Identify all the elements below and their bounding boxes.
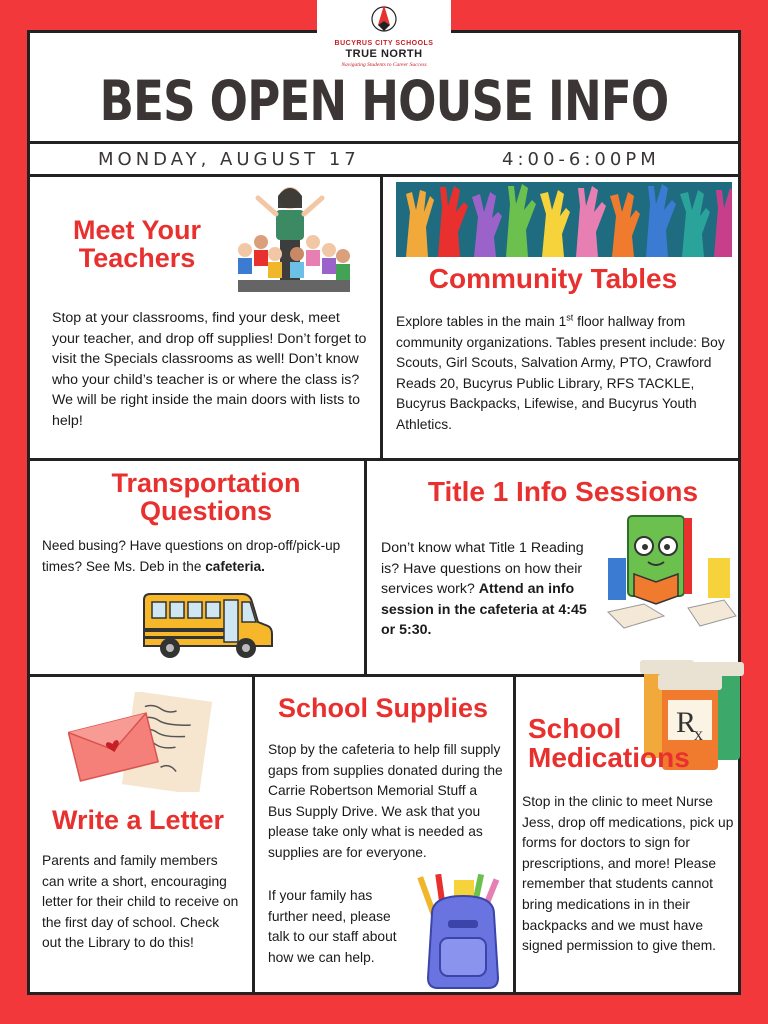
community-body-superscript: st [566,312,574,323]
community-body [396,312,736,436]
page-title: BES OPEN HOUSE INFO [99,69,669,133]
district-name: BUCYRUS CITY SCHOOLS [334,40,434,47]
transportation-body-text: Need busing? Have questions on drop-off/pick-up times? See Ms. Deb in the [42,538,341,574]
svg-text:R: R [676,706,697,739]
divider [380,174,383,460]
community-body-part2: floor hallway from community organizations. Tables present include: Boy Scouts, Girl Scouts, Salvation Army, PTO, Crawford Reads 20, Bucyrus Public Library, RFS TACKLE, Bucyrus Backpacks, Lifewise, and Bucyrus Youth Athletics. [396,314,725,432]
logo-tagline: Navigating Students to Career Success [341,62,427,68]
teachers-body: Stop at your classrooms, find your desk, meet your teacher, and drop off supplies! Don’t forget to visit the Specials classrooms as well! Don’t know who your child’s teacher is or where the class is? We will be right inside the main doors with lists to help! [52,310,367,429]
medications-heading-line2: Medications [528,742,690,774]
title1-body-text: Don’t know what Title 1 Reading is? Have questions on how their services work? [381,540,584,598]
logo [317,0,451,72]
teachers-heading [52,216,222,273]
compass-icon [368,3,400,35]
title1-heading: Title 1 Info Sessions [427,476,699,507]
date-row [30,147,738,173]
divider [252,674,255,995]
medications-heading-line1: School [528,713,622,744]
title1-body-bold: Attend an info session in the cafeteria at 4:45 or 5:30. [381,581,587,639]
transportation-body-bold: cafeteria. [205,558,265,574]
school-bus-icon [138,592,274,662]
letter-envelope-icon [68,692,212,792]
transportation-heading-line2: Questions [139,496,273,527]
teacher-with-kids-illustration [230,184,358,300]
community-body-part1: Explore tables in the main 1 [396,314,567,329]
transportation-heading [92,469,320,526]
medications-heading [528,714,708,773]
backpack-icon [414,874,512,992]
divider [27,458,741,461]
transportation-body [42,536,358,577]
divider [364,458,367,676]
letter-heading: Write a Letter [51,805,225,835]
title1-body [381,538,601,641]
raised-hands-banner [396,182,732,257]
teachers-heading-line1: Meet Your [72,215,202,245]
divider [513,674,516,995]
supplies-body-2: If your family has further need, please talk to our staff about how we can help. [268,888,397,965]
supplies-body: Stop by the cafeteria to help fill supply gaps from supplies donated during the Carrie Robertson Memorial Stuff a Bus Supply Drive. We ask that you please take only what is needed as supplies are for everyone. [268,742,503,860]
teachers-heading-line2: Teachers [78,243,196,274]
medications-body: Stop in the clinic to meet Nurse Jess, drop off medications, pick up forms for doctors to sign for prescriptions, and more! Please remember that students cannot bring medications in in their backpacks and we must have signed permission to give them. [522,794,734,954]
logo-wordmark: TRUE NORTH [345,48,423,60]
divider [27,674,741,677]
divider [27,174,741,177]
divider [27,141,741,144]
event-time: 4:00-6:00PM [502,149,660,170]
event-date: MONDAY, AUGUST 17 [98,149,360,170]
letter-body: Parents and family members can write a short, encouraging letter for their child to receive on the first day of school. Check out the Library to do this! [42,853,239,951]
transportation-heading-line1: Transportation [111,468,301,498]
community-heading: Community Tables [428,263,678,294]
reading-book-illustration [604,512,738,630]
svg-text:x: x [694,724,703,744]
supplies-heading: School Supplies [277,693,489,723]
